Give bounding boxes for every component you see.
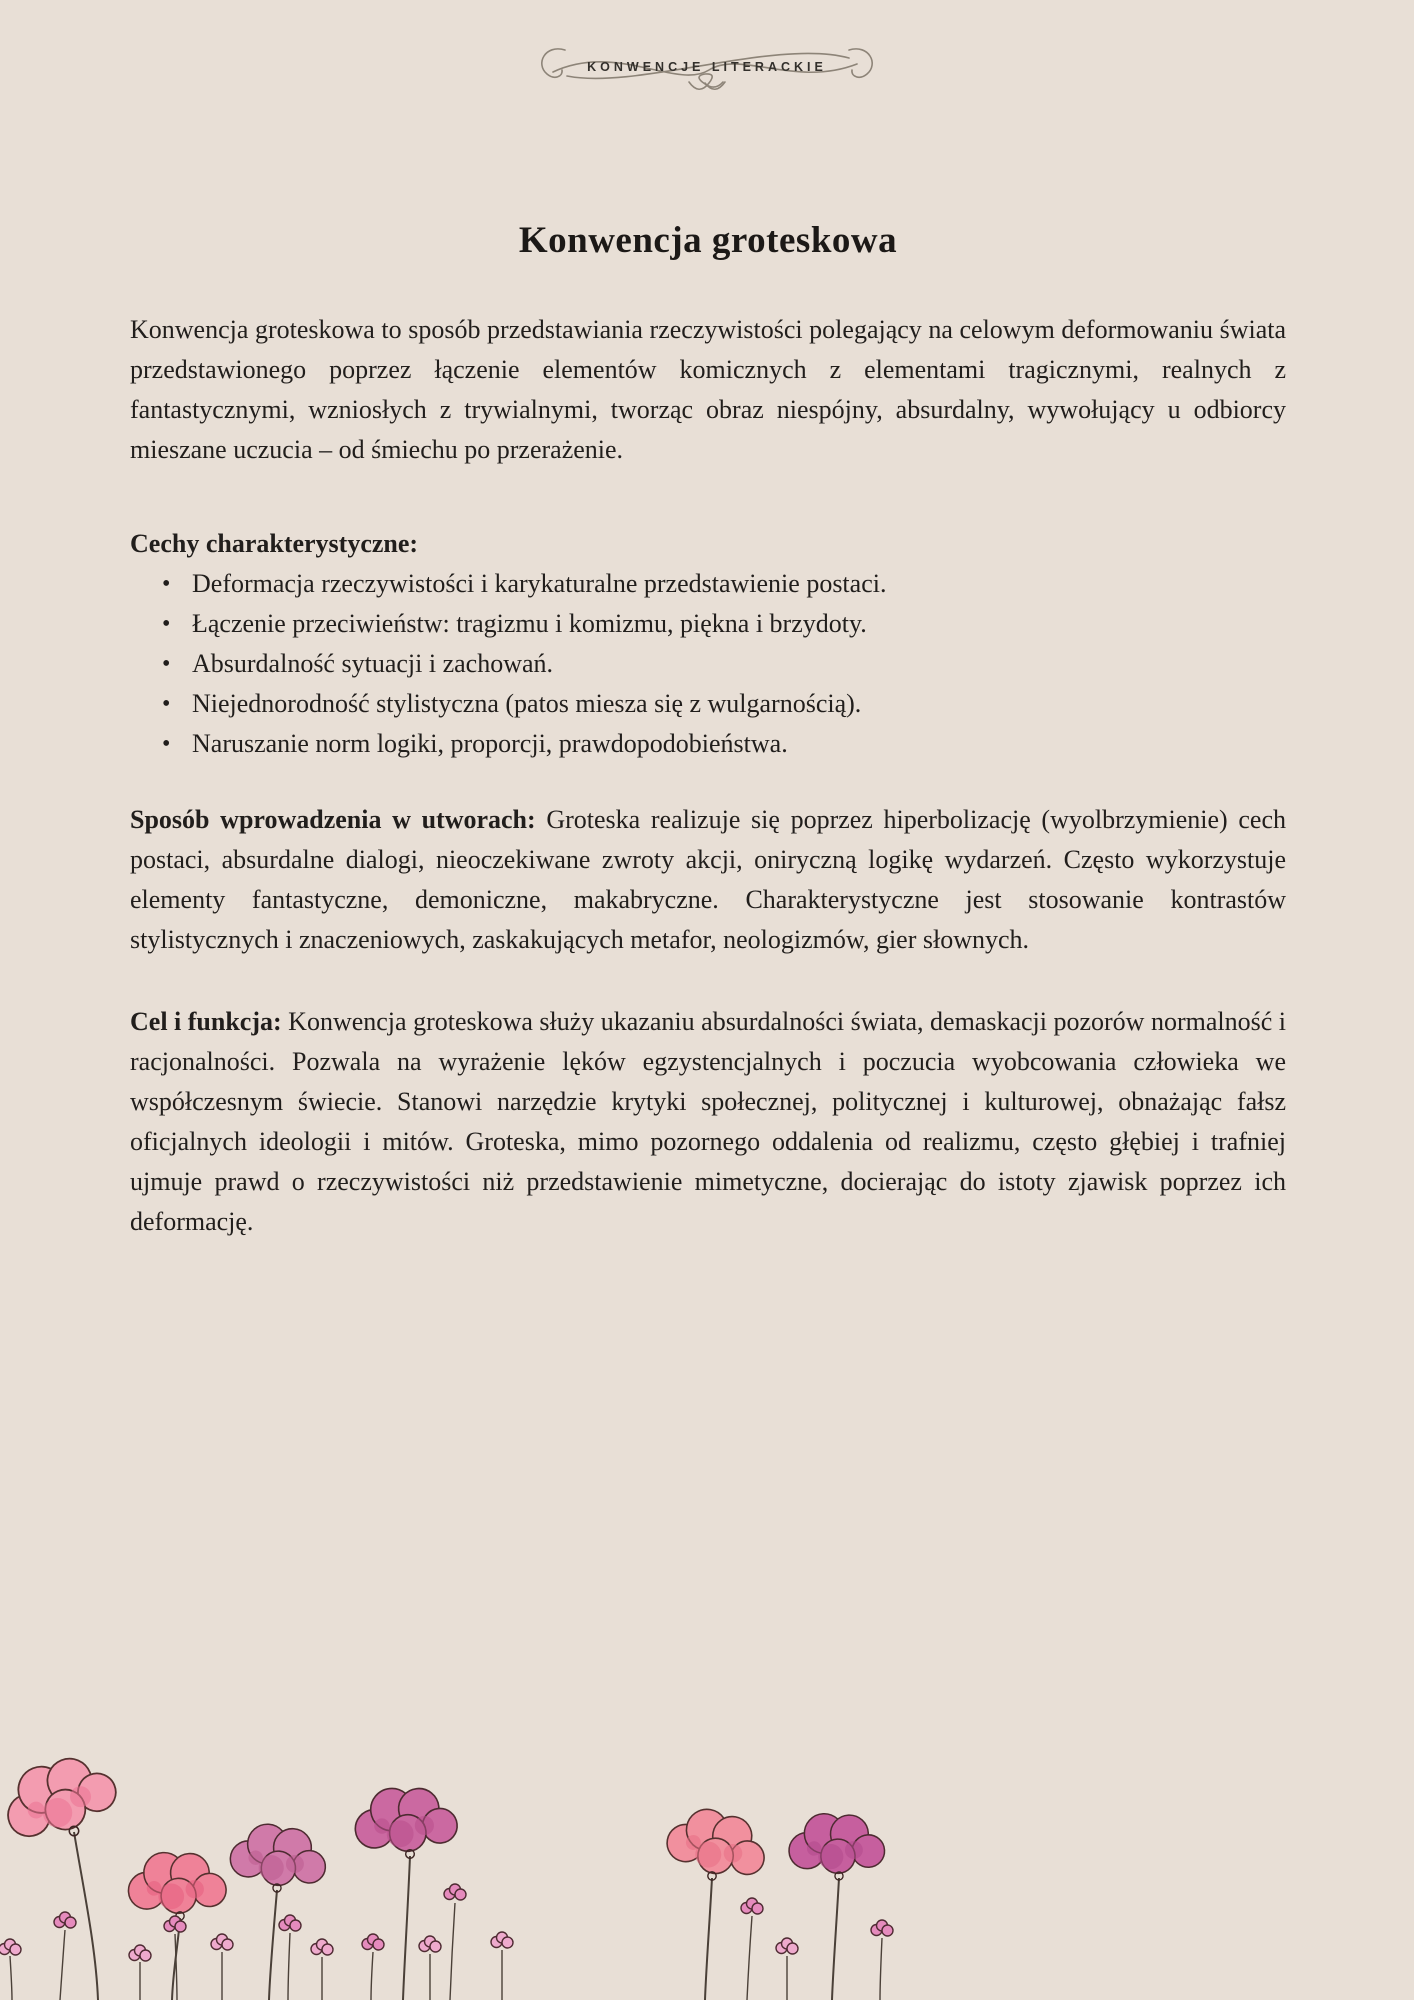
list-item-text: Naruszanie norm logiki, proporcji, prawdopodobieństwa. [192, 729, 788, 758]
features-heading: Cechy charakterystyczne: [130, 529, 419, 558]
bullet-dot-icon: • [162, 691, 171, 717]
bullet-dot-icon: • [162, 611, 171, 637]
intro-paragraph [130, 310, 1286, 470]
list-item-text: Deformacja rzeczywistości i karykaturalne przedstawienie postaci. [192, 569, 887, 598]
list-item [130, 604, 1286, 644]
page-title: Konwencja groteskowa [518, 220, 898, 261]
purpose-paragraph [130, 1002, 1286, 1242]
document-body [130, 0, 1286, 1242]
bullet-dot-icon: • [162, 731, 171, 757]
list-item-text: Łączenie przeciwieństw: tragizmu i komizmu, piękna i brzydoty. [192, 609, 867, 638]
list-item-text: Absurdalność sytuacji i zachowań. [192, 649, 554, 678]
intro-text: Konwencja groteskowa to sposób przedstawiania rzeczywistości polegający na celowym deformowaniu świata przedstawionego poprzez łączenie elementów komicznych z elementami tragicznymi, realnych z fantastycznymi, wzniosłych z trywialnymi, tworząc obraz niespójny, absurdalny, wywołujący u odbiorcy mieszane uczucia – od śmiechu po przerażenie. [130, 315, 1286, 464]
features-list [130, 564, 1286, 764]
purpose-text: Konwencja groteskowa służy ukazaniu absurdalności świata, demaskacji pozorów normalność i racjonalności. Pozwala na wyrażenie lęków egzystencjalnych i poczucia wyobcowania człowieka we współczesnym świecie. Stanowi narzędzie krytyki społecznej, politycznej i kulturowej, obnażając fałsz oficjalnych ideologii i mitów. Groteska, mimo pozornego oddalenia od realizmu, często głębiej i trafniej ujmuje prawd o rzeczywistości niż przedstawienie mimetyczne, docierając do istoty zjawisk poprzez ich deformację. [130, 1007, 1286, 1236]
bullet-dot-icon: • [162, 651, 171, 677]
usage-label: Sposób wprowadzenia w utworach: [130, 805, 536, 834]
list-item [130, 564, 1286, 604]
list-item-text: Niejednorodność stylistyczna (patos miesza się z wulgarnością). [192, 689, 862, 718]
usage-text: Groteska realizuje się poprzez hiperbolizację (wyolbrzymienie) cech postaci, absurdalne dialogi, nieoczekiwane zwroty akcji, oniryczną logikę wydarzeń. Często wykorzystuje elementy fantastyczne, demoniczne, makabryczne. Charakterystyczne jest stosowanie kontrastów stylistycznych i znaczeniowych, zaskakujących metafor, neologizmów, gier słownych. [130, 805, 1286, 954]
header-badge-label: KONWENCJE LITERACKIE [587, 60, 827, 74]
purpose-label: Cel i funkcja: [130, 1007, 282, 1036]
bullet-dot-icon: • [162, 571, 171, 597]
usage-paragraph [130, 800, 1286, 960]
list-item [130, 724, 1286, 764]
watercolor-flowers-illustration [0, 1666, 1414, 2000]
list-item [130, 684, 1286, 724]
list-item [130, 644, 1286, 684]
